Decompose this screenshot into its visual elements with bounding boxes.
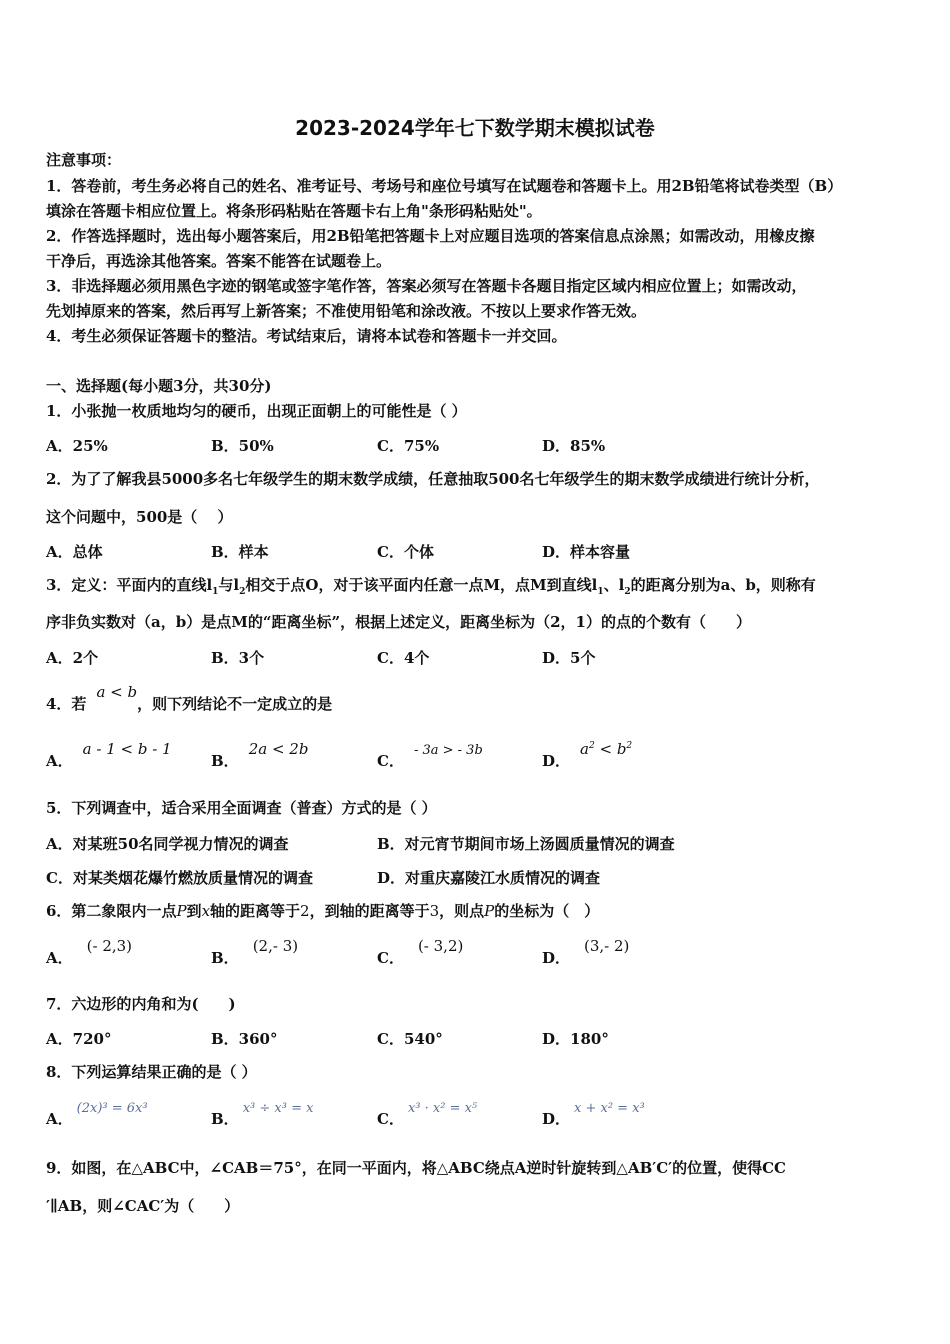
notice-heading: 注意事项： (46, 151, 122, 169)
option-d: D．5个 (542, 649, 596, 667)
question-1-options (46, 435, 916, 465)
option-b (211, 937, 299, 968)
option-a: A．总体 (46, 543, 103, 561)
option-letter: C． (377, 949, 404, 967)
option-b: B．50% (211, 437, 274, 455)
q6-point: P (176, 902, 187, 920)
option-a: A．2个 (46, 649, 99, 667)
option-expr: (2,- 3) (252, 937, 299, 955)
section-heading: 一、选择题(每小题3分，共30分) (46, 377, 272, 395)
option-letter: D． (542, 949, 571, 967)
option-b (211, 1101, 314, 1129)
question-3-stem-cont: 序非负实数对（a，b）是点M的“距离坐标”，根据上述定义，距离坐标为（2，1）的点的个数有（ ） (46, 613, 751, 631)
q6-point: P (484, 902, 495, 920)
q6-axis: x (201, 902, 211, 920)
q4-condition: a < b (96, 683, 138, 701)
option-c (377, 1101, 478, 1129)
option-d (542, 1101, 645, 1129)
question-3-stem (46, 575, 916, 602)
option-c (377, 743, 483, 771)
q3-subscript: 1 (212, 587, 219, 597)
expr-exponent: 2 (626, 741, 633, 751)
option-letter: B． (211, 752, 239, 770)
option-b: B．对元宵节期间市场上汤圆质量情况的调查 (377, 835, 675, 853)
option-a: A．720° (46, 1030, 112, 1048)
q6-text: 6．第二象限内一点 (46, 902, 177, 920)
option-expr: (- 2,3) (86, 937, 133, 955)
notice-line: 先划掉原来的答案，然后再写上新答案；不准使用铅笔和涂改液。不按以上要求作答无效。 (46, 302, 647, 320)
option-c: C．对某类烟花爆竹燃放质量情况的调查 (46, 869, 313, 887)
q3-text-c: 相交于点O，对于该平面内任意一点M，点M到直线l (245, 576, 598, 594)
question-5-options-row2 (46, 867, 916, 897)
option-d: D．样本容量 (542, 543, 631, 561)
option-letter: D． (542, 1110, 571, 1128)
question-6-stem (46, 901, 916, 921)
option-d: D．180° (542, 1030, 609, 1048)
question-3-options (46, 647, 916, 677)
expr-relation: < (594, 740, 617, 758)
q3-subscript: 2 (624, 587, 631, 597)
option-b (211, 740, 309, 771)
q3-text-d: 、l (603, 576, 625, 594)
q6-number: 3 (429, 902, 440, 920)
question-8-stem: 8．下列运算结果正确的是（ ） (46, 1063, 257, 1081)
notice-line: 3．非选择题必须用黑色字迹的钢笔或签字笔作答，答案必须写在答题卡各题目指定区域内相应位置上；如需改动， (46, 277, 807, 295)
q6-text: 到 (186, 902, 202, 920)
question-1-stem: 1．小张抛一枚质地均匀的硬币，出现正面朝上的可能性是（ ） (46, 402, 467, 420)
q4-prefix: 4．若 (46, 695, 87, 713)
q3-text-b: 与l (218, 576, 240, 594)
notice-line: 干净后，再选涂其他答案。答案不能答在试题卷上。 (46, 252, 392, 270)
question-5-stem: 5．下列调查中，适合采用全面调查（普查）方式的是（ ） (46, 799, 437, 817)
question-7-options (46, 1028, 916, 1058)
option-a (46, 740, 172, 771)
question-6-options (46, 937, 916, 977)
q6-text: 轴的距离等于 (210, 902, 301, 920)
option-letter: B． (211, 949, 239, 967)
question-2-stem-cont: 这个问题中，500是（ ） (46, 508, 233, 526)
q3-text-e: 的距离分别为a、b，则称有 (630, 576, 816, 594)
option-expr: (3,- 2) (584, 937, 630, 955)
option-letter: A． (46, 1110, 73, 1128)
notice-line: 2．作答选择题时，选出每小题答案后，用2B铅笔把答题卡上对应题目选项的答案信息点涂黑；如需改动，用橡皮擦 (46, 227, 815, 245)
option-c (377, 937, 464, 968)
q6-text: ，到轴的距离等于 (309, 902, 430, 920)
option-letter: B． (211, 1110, 239, 1128)
option-expr: x³ · x² = x⁵ (407, 1101, 478, 1116)
option-expr: 2a < 2b (248, 740, 309, 758)
question-2-options (46, 541, 916, 571)
expr-exponent: 2 (588, 741, 595, 751)
option-d: D．对重庆嘉陵江水质情况的调查 (377, 869, 601, 887)
option-d (542, 740, 633, 771)
question-5-options-row1 (46, 833, 916, 863)
option-letter: C． (377, 752, 404, 770)
q6-text: ，则点 (439, 902, 485, 920)
option-a (46, 1101, 148, 1129)
option-d: D．85% (542, 437, 606, 455)
notice-line: 填涂在答题卡相应位置上。将条形码粘贴在答题卡右上角"条形码粘贴处"。 (46, 202, 542, 220)
expr-base: b (616, 740, 627, 758)
option-expr: x³ ÷ x³ = x (242, 1101, 314, 1116)
question-8-options (46, 1101, 916, 1138)
question-4-options (46, 740, 916, 780)
option-c: C．4个 (377, 649, 430, 667)
q6-text: 的坐标为（ ） (494, 902, 600, 920)
option-letter: A． (46, 752, 73, 770)
option-c: C．75% (377, 437, 440, 455)
option-expr: (2x)³ = 6x³ (76, 1101, 148, 1116)
question-9-stem: 9．如图，在△ABC中，∠CAB＝75°，在同一平面内，将△ABC绕点A逆时针旋转到△AB′C′的位置，使得CC (46, 1159, 786, 1177)
option-a: A．对某班50名同学视力情况的调查 (46, 835, 289, 853)
q3-subscript: 2 (239, 587, 246, 597)
question-7-stem: 7．六边形的内角和为( ) (46, 995, 236, 1013)
q3-subscript: 1 (597, 587, 604, 597)
option-b: B．样本 (211, 543, 269, 561)
option-d (542, 937, 630, 968)
option-c: C．个体 (377, 543, 434, 561)
q6-number: 2 (300, 902, 310, 920)
notice-line: 1．答卷前，考生务必将自己的姓名、准考证号、考场号和座位号填写在试题卷和答题卡上。用2B铅笔将试卷类型（B） (46, 177, 843, 195)
question-2-stem: 2．为了了解我县5000多名七年级学生的期末数学成绩，任意抽取500名七年级学生的期末数学成绩进行统计分析， (46, 470, 820, 488)
option-b: B．360° (211, 1030, 278, 1048)
q4-suffix: ，则下列结论不一定成立的是 (137, 695, 333, 713)
exam-title: 2023-2024学年七下数学期末模拟试卷 (295, 116, 655, 140)
expr-base: a (580, 740, 589, 758)
option-a (46, 937, 133, 968)
option-expr: - 3a > - 3b (413, 743, 483, 758)
question-9-stem-cont: ′∥AB，则∠CAC′为（ ） (46, 1197, 240, 1215)
option-expr: x + x² = x³ (574, 1101, 645, 1116)
option-letter: C． (377, 1110, 404, 1128)
notice-line: 4．考生必须保证答题卡的整洁。考试结束后，请将本试卷和答题卡一并交回。 (46, 327, 567, 345)
q3-text-a: 3．定义：平面内的直线l (46, 576, 213, 594)
option-expr: a - 1 < b - 1 (82, 740, 172, 758)
question-4-stem (46, 683, 916, 714)
option-a: A．25% (46, 437, 108, 455)
option-c: C．540° (377, 1030, 443, 1048)
option-expr (580, 740, 632, 758)
option-expr: (- 3,2) (417, 937, 464, 955)
option-letter: A． (46, 949, 73, 967)
option-b: B．3个 (211, 649, 265, 667)
option-letter: D． (542, 752, 571, 770)
